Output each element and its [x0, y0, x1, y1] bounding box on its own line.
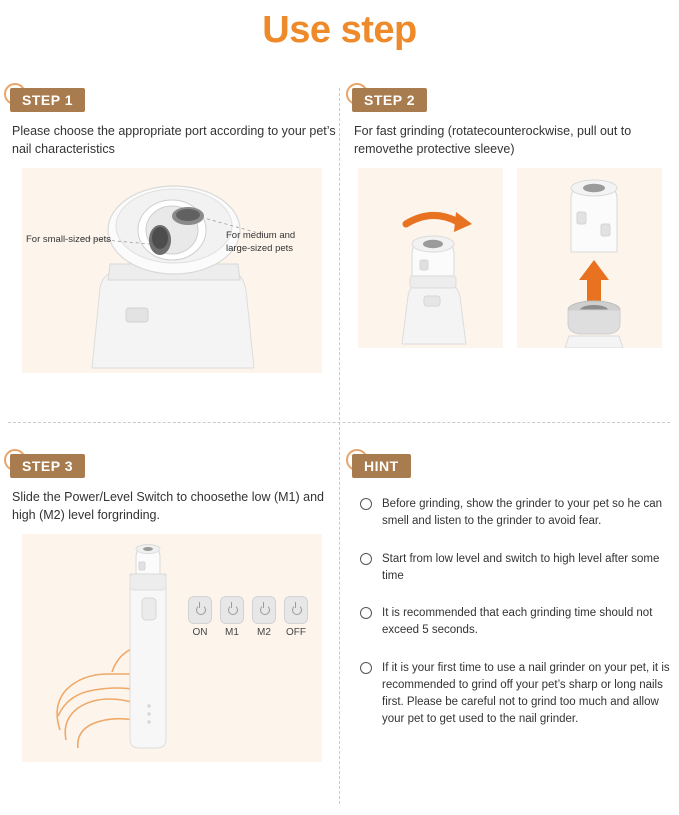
hint-list [360, 496, 670, 729]
step-3-panel [10, 454, 340, 804]
hint-item-text: Start from low level and switch to high level after some time [382, 552, 660, 582]
callout-small-pets: For small-sized pets [26, 234, 111, 246]
step-3-badge: STEP 3 [10, 454, 85, 478]
step-2-badge: STEP 2 [352, 88, 427, 112]
horizontal-divider [8, 422, 670, 423]
list-item [360, 551, 670, 586]
list-item [360, 496, 670, 531]
step-2-image-rotate [358, 168, 503, 348]
step-1-badge: STEP 1 [10, 88, 85, 112]
page-title: Use step [262, 9, 417, 51]
power-icon [220, 596, 244, 624]
pull-sleeve-illustration [517, 168, 662, 348]
switch-label-off: OFF [286, 627, 306, 639]
circle-bullet-icon [360, 607, 372, 619]
switch-off[interactable] [284, 596, 308, 638]
steps-grid [0, 62, 679, 815]
hint-badge: HINT [352, 454, 411, 478]
switch-m1[interactable] [220, 596, 244, 638]
step-2-image-pull [517, 168, 662, 348]
switch-label-m1: M1 [225, 627, 239, 639]
hint-panel [352, 454, 670, 804]
switch-on[interactable] [188, 596, 212, 638]
step-3-text: Slide the Power/Level Switch to choosethe low (M1) and high (M2) level forgrinding. [12, 490, 324, 523]
power-icon [188, 596, 212, 624]
step-1-panel [10, 88, 340, 408]
switch-label-on: ON [192, 627, 208, 639]
hint-badge-wrap [352, 454, 670, 480]
step-1-text: Please choose the appropriate port according to your pet’s nail characteristics [12, 124, 336, 157]
step-2-badge-wrap [352, 88, 670, 114]
step-2-text: For fast grinding (rotatecounterockwise, pull out to removethe protective sleeve) [354, 124, 632, 157]
hand-holding-grinder-illustration [22, 534, 322, 762]
step-3-badge-wrap [10, 454, 340, 480]
list-item [360, 605, 670, 640]
grinder-head-illustration [22, 168, 322, 373]
step-1-image [22, 168, 322, 373]
step-3-image [22, 534, 322, 762]
switch-m2[interactable] [252, 596, 276, 638]
switch-level-row [188, 596, 308, 638]
hint-item-text: If it is your first time to use a nail grinder on your pet, it is recommended to grind off your pet’s sharp or long nails first. Please be careful not to grind too much and allow your pet to get used to the nail grinder. [382, 661, 670, 726]
step-2-images [358, 168, 670, 348]
hint-item-text: Before grinding, show the grinder to your pet so he can smell and listen to the grinder to avoid fear. [382, 498, 663, 528]
switch-label-m2: M2 [257, 627, 271, 639]
circle-bullet-icon [360, 662, 372, 674]
power-icon [284, 596, 308, 624]
step-1-badge-wrap [10, 88, 340, 114]
hint-item-text: It is recommended that each grinding time should not exceed 5 seconds. [382, 607, 653, 637]
rotate-sleeve-illustration [358, 168, 503, 348]
callout-large-pets: For medium and large-sized pets [226, 230, 296, 254]
power-icon [252, 596, 276, 624]
list-item [360, 660, 670, 729]
circle-bullet-icon [360, 553, 372, 565]
step-2-panel [352, 88, 670, 408]
circle-bullet-icon [360, 498, 372, 510]
